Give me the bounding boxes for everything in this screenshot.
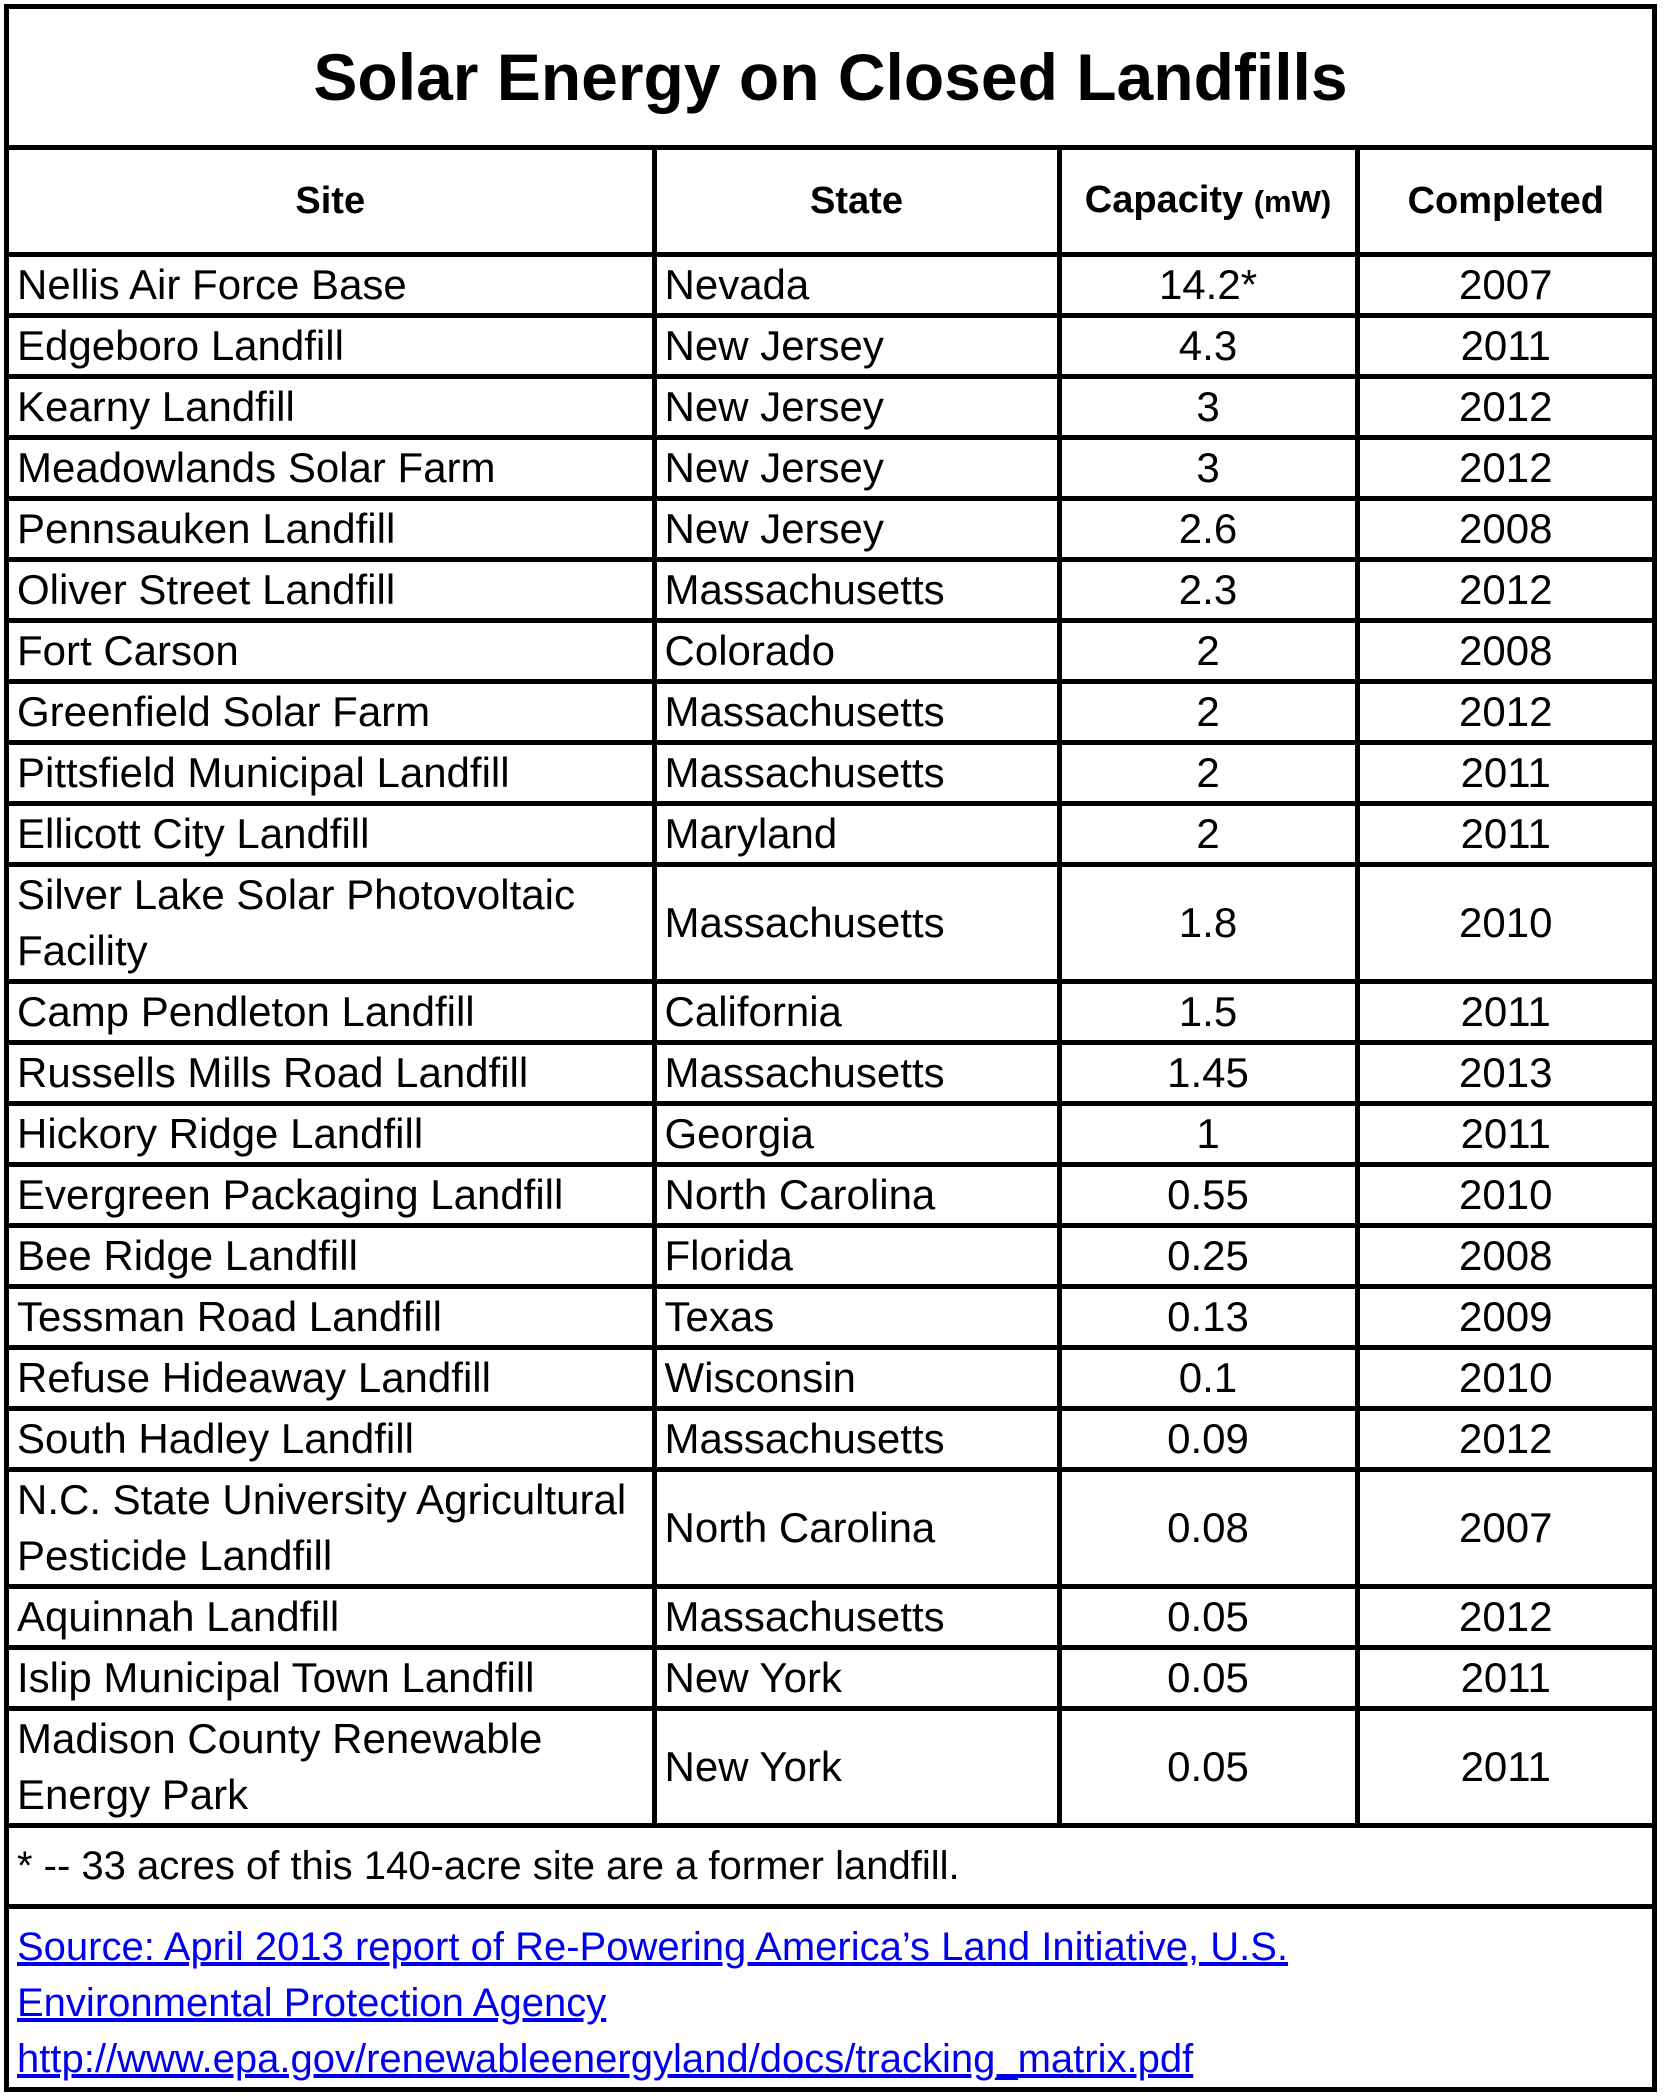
site-cell: Pennsauken Landfill — [9, 499, 654, 560]
capacity-cell: 0.08 — [1059, 1470, 1357, 1587]
completed-cell: 2012 — [1357, 377, 1652, 438]
footnote: * -- 33 acres of this 140-acre site are a former landfill. — [9, 1828, 1652, 1909]
capacity-cell: 0.25 — [1059, 1226, 1357, 1287]
capacity-cell: 2.6 — [1059, 499, 1357, 560]
capacity-cell: 2 — [1059, 621, 1357, 682]
site-cell: South Hadley Landfill — [9, 1409, 654, 1470]
state-cell: Texas — [654, 1287, 1059, 1348]
site-cell: Hickory Ridge Landfill — [9, 1104, 654, 1165]
table-row — [9, 1104, 1652, 1165]
capacity-cell: 0.05 — [1059, 1648, 1357, 1709]
capacity-cell: 14.2* — [1059, 255, 1357, 316]
state-cell: North Carolina — [654, 1470, 1059, 1587]
capacity-cell: 0.05 — [1059, 1709, 1357, 1826]
site-cell: Bee Ridge Landfill — [9, 1226, 654, 1287]
capacity-cell: 1.45 — [1059, 1043, 1357, 1104]
site-cell: Ellicott City Landfill — [9, 804, 654, 865]
capacity-cell: 0.05 — [1059, 1587, 1357, 1648]
state-cell: New Jersey — [654, 438, 1059, 499]
source-line-2: Environmental Protection Agency — [17, 1981, 607, 2025]
table-row — [9, 1587, 1652, 1648]
capacity-cell: 0.13 — [1059, 1287, 1357, 1348]
capacity-cell: 1.8 — [1059, 865, 1357, 982]
capacity-cell: 3 — [1059, 438, 1357, 499]
state-cell: Massachusetts — [654, 1587, 1059, 1648]
state-cell: North Carolina — [654, 1165, 1059, 1226]
source-citation — [9, 1909, 1652, 2087]
site-cell: Russells Mills Road Landfill — [9, 1043, 654, 1104]
table-row — [9, 1348, 1652, 1409]
capacity-header-label: Capacity — [1084, 179, 1244, 221]
site-cell: Pittsfield Municipal Landfill — [9, 743, 654, 804]
capacity-cell: 1.5 — [1059, 982, 1357, 1043]
site-cell: Refuse Hideaway Landfill — [9, 1348, 654, 1409]
site-cell: Edgeboro Landfill — [9, 316, 654, 377]
site-cell: Evergreen Packaging Landfill — [9, 1165, 654, 1226]
landfill-table — [9, 150, 1652, 1828]
table-row — [9, 865, 1652, 982]
site-cell: Silver Lake Solar Photovoltaic Facility — [9, 865, 654, 982]
capacity-cell: 2 — [1059, 804, 1357, 865]
capacity-cell: 2 — [1059, 743, 1357, 804]
state-cell: Massachusetts — [654, 1409, 1059, 1470]
state-cell: Maryland — [654, 804, 1059, 865]
completed-cell: 2007 — [1357, 1470, 1652, 1587]
table-row — [9, 982, 1652, 1043]
completed-cell: 2012 — [1357, 682, 1652, 743]
completed-cell: 2009 — [1357, 1287, 1652, 1348]
completed-cell: 2011 — [1357, 316, 1652, 377]
table-row — [9, 1043, 1652, 1104]
table-row — [9, 1709, 1652, 1826]
source-url: http://www.epa.gov/renewableenergyland/docs/tracking_matrix.pdf — [17, 2037, 1194, 2081]
site-cell: Tessman Road Landfill — [9, 1287, 654, 1348]
completed-cell: 2011 — [1357, 1104, 1652, 1165]
completed-cell: 2011 — [1357, 743, 1652, 804]
state-cell: Massachusetts — [654, 743, 1059, 804]
capacity-cell: 0.55 — [1059, 1165, 1357, 1226]
site-cell: Oliver Street Landfill — [9, 560, 654, 621]
column-header-completed: Completed — [1357, 150, 1652, 255]
site-cell: Madison County Renewable Energy Park — [9, 1709, 654, 1826]
state-cell: New Jersey — [654, 499, 1059, 560]
table-row — [9, 560, 1652, 621]
completed-cell: 2008 — [1357, 621, 1652, 682]
completed-cell: 2010 — [1357, 1165, 1652, 1226]
completed-cell: 2012 — [1357, 438, 1652, 499]
table-row — [9, 804, 1652, 865]
site-cell: Greenfield Solar Farm — [9, 682, 654, 743]
table-row — [9, 1409, 1652, 1470]
state-cell: Massachusetts — [654, 560, 1059, 621]
state-cell: Massachusetts — [654, 1043, 1059, 1104]
column-header-site: Site — [9, 150, 654, 255]
site-cell: Camp Pendleton Landfill — [9, 982, 654, 1043]
table-row — [9, 377, 1652, 438]
site-cell: Islip Municipal Town Landfill — [9, 1648, 654, 1709]
state-cell: New Jersey — [654, 377, 1059, 438]
site-cell: Aquinnah Landfill — [9, 1587, 654, 1648]
state-cell: New York — [654, 1648, 1059, 1709]
table-row — [9, 255, 1652, 316]
state-cell: New Jersey — [654, 316, 1059, 377]
state-cell: Wisconsin — [654, 1348, 1059, 1409]
table-row — [9, 1648, 1652, 1709]
completed-cell: 2012 — [1357, 1409, 1652, 1470]
table-row — [9, 1165, 1652, 1226]
state-cell: Massachusetts — [654, 865, 1059, 982]
table-row — [9, 621, 1652, 682]
column-header-capacity — [1059, 150, 1357, 255]
capacity-cell: 1 — [1059, 1104, 1357, 1165]
site-cell: Meadowlands Solar Farm — [9, 438, 654, 499]
table-row — [9, 1287, 1652, 1348]
state-cell: California — [654, 982, 1059, 1043]
completed-cell: 2008 — [1357, 499, 1652, 560]
completed-cell: 2011 — [1357, 982, 1652, 1043]
state-cell: Florida — [654, 1226, 1059, 1287]
completed-cell: 2010 — [1357, 1348, 1652, 1409]
state-cell: Georgia — [654, 1104, 1059, 1165]
table-row — [9, 316, 1652, 377]
source-link[interactable] — [17, 1919, 1644, 2087]
capacity-cell: 0.09 — [1059, 1409, 1357, 1470]
document-frame — [4, 4, 1657, 2092]
table-row — [9, 1226, 1652, 1287]
completed-cell: 2011 — [1357, 1709, 1652, 1826]
capacity-cell: 2.3 — [1059, 560, 1357, 621]
table-body — [9, 255, 1652, 1826]
capacity-cell: 2 — [1059, 682, 1357, 743]
completed-cell: 2011 — [1357, 804, 1652, 865]
site-cell: Fort Carson — [9, 621, 654, 682]
completed-cell: 2008 — [1357, 1226, 1652, 1287]
capacity-unit-label: (mW) — [1253, 184, 1332, 219]
site-cell: N.C. State University Agricultural Pesticide Landfill — [9, 1470, 654, 1587]
table-row — [9, 499, 1652, 560]
column-header-state: State — [654, 150, 1059, 255]
state-cell: Nevada — [654, 255, 1059, 316]
completed-cell: 2010 — [1357, 865, 1652, 982]
table-row — [9, 1470, 1652, 1587]
completed-cell: 2012 — [1357, 560, 1652, 621]
table-header-row — [9, 150, 1652, 255]
table-row — [9, 438, 1652, 499]
capacity-cell: 3 — [1059, 377, 1357, 438]
state-cell: Colorado — [654, 621, 1059, 682]
completed-cell: 2011 — [1357, 1648, 1652, 1709]
source-line-1: Source: April 2013 report of Re-Powering America’s Land Initiative, U.S. — [17, 1925, 1289, 1969]
site-cell: Nellis Air Force Base — [9, 255, 654, 316]
page-title: Solar Energy on Closed Landfills — [9, 9, 1652, 150]
table-row — [9, 682, 1652, 743]
completed-cell: 2012 — [1357, 1587, 1652, 1648]
capacity-cell: 4.3 — [1059, 316, 1357, 377]
table-row — [9, 743, 1652, 804]
state-cell: New York — [654, 1709, 1059, 1826]
state-cell: Massachusetts — [654, 682, 1059, 743]
completed-cell: 2013 — [1357, 1043, 1652, 1104]
site-cell: Kearny Landfill — [9, 377, 654, 438]
capacity-cell: 0.1 — [1059, 1348, 1357, 1409]
completed-cell: 2007 — [1357, 255, 1652, 316]
